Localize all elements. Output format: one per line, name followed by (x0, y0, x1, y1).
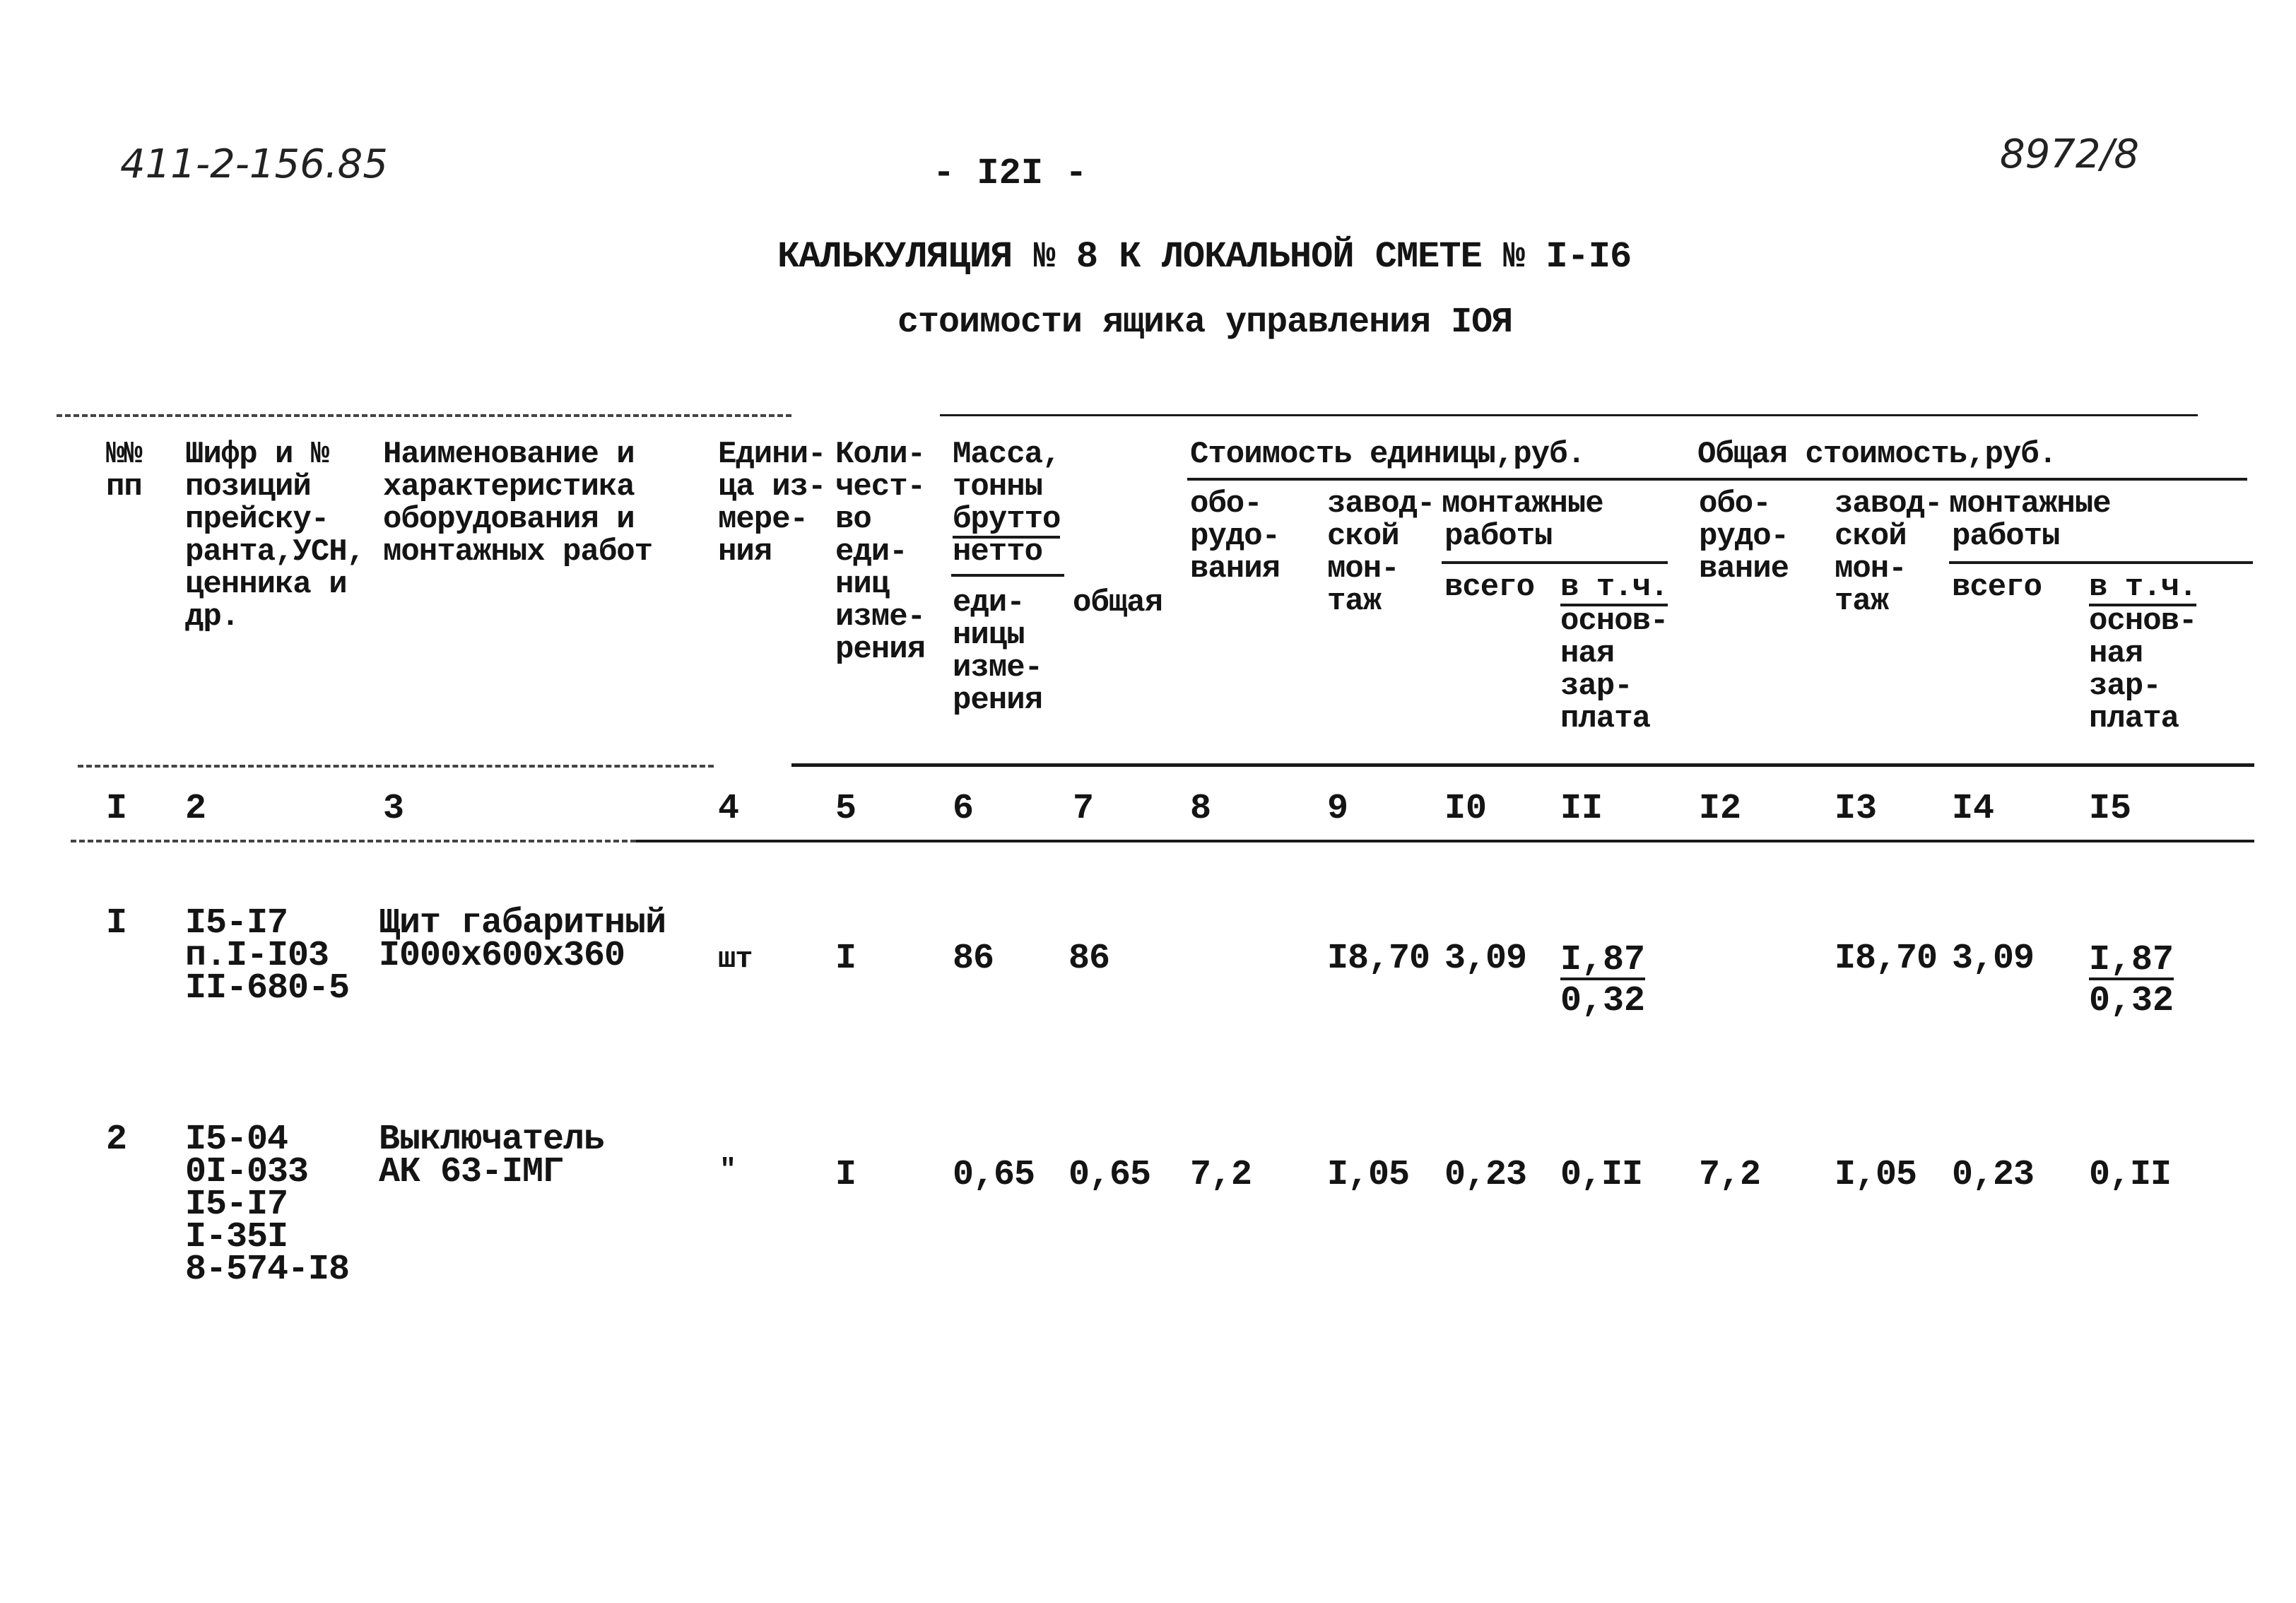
row1-unit: шт (718, 942, 753, 976)
colnum-12: I2 (1699, 789, 1742, 829)
row2-name: Выключатель АК 63-IМГ (379, 1120, 605, 1192)
colnum-2: 2 (185, 789, 207, 829)
unit-cost-rule (1187, 478, 1696, 481)
row1-zavod-total: I8,70 (1835, 939, 1938, 979)
colnum-5: 5 (835, 789, 857, 829)
raboty-total-rule (1949, 561, 2253, 564)
row2-vsego-total: 0,23 (1952, 1155, 2035, 1195)
row1-osn-unit-bottom: 0,32 (1560, 981, 1646, 1021)
header-bottom-rule-dashed (78, 765, 714, 768)
header-skoy-total: ской мон- таж (1835, 519, 1907, 619)
row1-vsego-total: 3,09 (1952, 939, 2035, 979)
row2-osn-total: 0,II (2089, 1155, 2172, 1195)
colnum-9: 9 (1327, 789, 1349, 829)
row1-osn-total-bottom: 0,32 (2089, 981, 2174, 1021)
mass-rule (951, 574, 1064, 577)
row2-equip-unit: 7,2 (1190, 1155, 1252, 1195)
header-total-cost: Общая стоимость,руб. (1697, 437, 2057, 472)
row2-equip-total: 7,2 (1699, 1155, 1761, 1195)
header-raboty-unit: работы (1444, 519, 1553, 554)
header-zavod-unit: завод- (1327, 486, 1435, 522)
header-raboty-total: работы (1952, 519, 2060, 554)
row2-zavod-unit: I,05 (1327, 1155, 1410, 1195)
table-top-rule-solid (940, 414, 2198, 416)
header-bottom-rule (791, 763, 2254, 767)
row1-num: I (106, 903, 127, 944)
row1-code: I5-I7 п.I-I03 II-680-5 (185, 903, 350, 1009)
document-code: 411-2-156.85 (120, 141, 388, 187)
header-mass: Масса, тонны (953, 437, 1061, 505)
row1-osn-total (2089, 940, 2174, 1022)
colnum-15: I5 (2089, 789, 2132, 829)
colnum-6: 6 (953, 789, 975, 829)
table-top-rule (57, 414, 791, 417)
header-osn-unit: основ- ная зар- плата (1560, 604, 1668, 736)
colnum-13: I3 (1835, 789, 1878, 829)
header-vtch-unit: в т.ч. (1560, 570, 1668, 605)
header-vtch-total: в т.ч. (2089, 570, 2197, 605)
header-vsego-total: всего (1952, 570, 2042, 605)
row2-num: 2 (106, 1120, 127, 1160)
row1-vsego-unit: 3,09 (1444, 939, 1527, 979)
row2-vsego-unit: 0,23 (1444, 1155, 1527, 1195)
header-equip-unit: обо- рудо- вания (1190, 486, 1281, 587)
total-cost-rule (1696, 478, 2247, 481)
row1-mass-unit: 86 (953, 939, 994, 979)
row2-zavod-total: I,05 (1835, 1155, 1917, 1195)
page-number: - I2I - (933, 153, 1088, 194)
header-qty: Коли- чест- во еди- ниц изме- рения (835, 437, 926, 667)
header-brutto: брутто (953, 502, 1061, 537)
colnum-10: I0 (1444, 789, 1488, 829)
row1-mass-total: 86 (1068, 939, 1110, 979)
raboty-unit-rule (1442, 561, 1668, 564)
header-skoy-unit: ской мон- таж (1327, 519, 1399, 619)
colnum-4: 4 (718, 789, 740, 829)
row2-mass-unit: 0,65 (953, 1155, 1035, 1195)
sheet-reference: 8972/8 (2000, 131, 2140, 177)
row1-name: Щит габаритный I000x600x360 (379, 903, 666, 976)
document-title: КАЛЬКУЛЯЦИЯ № 8 К ЛОКАЛЬНОЙ СМЕТЕ № I-I6 (777, 236, 1632, 278)
row1-qty: I (835, 939, 856, 979)
row1-osn-total-top: I,87 (2089, 940, 2174, 980)
colnum-11: II (1560, 789, 1603, 829)
document-subtitle: стоимости ящика управления IОЯ (897, 303, 1513, 343)
header-unit-cost: Стоимость единицы,руб. (1190, 437, 1585, 472)
header-vsego-unit: всего (1444, 570, 1535, 605)
header-code: Шифр и № позиций прейску- ранта,УСН, ценника и др. (185, 437, 365, 635)
row1-zavod-unit: I8,70 (1327, 939, 1430, 979)
header-mass-total: общая (1073, 585, 1163, 621)
header-num: №№ пп (106, 437, 142, 505)
row1-osn-unit-top: I,87 (1560, 940, 1646, 980)
header-zavod-total: завод- (1835, 486, 1943, 522)
row2-osn-unit: 0,II (1560, 1155, 1643, 1195)
header-montazh-unit: монтажные (1442, 486, 1603, 522)
row2-mass-total: 0,65 (1068, 1155, 1151, 1195)
colnum-7: 7 (1073, 789, 1095, 829)
header-name: Наименование и характеристика оборудования и монтажных работ (383, 437, 653, 570)
colnum-8: 8 (1190, 789, 1212, 829)
header-unit: Едини- ца из- мере- ния (718, 437, 826, 570)
header-equip-total: обо- рудо- вание (1699, 486, 1789, 587)
colnum-bottom-rule (636, 840, 2254, 842)
row2-code: I5-04 0I-033 I5-I7 I-35I 8-574-I8 (185, 1120, 350, 1290)
colnum-14: I4 (1952, 789, 1995, 829)
colnum-1: I (106, 789, 128, 829)
header-mass-unit: еди- ницы изме- рения (953, 585, 1043, 718)
header-montazh-total: монтажные (1949, 486, 2111, 522)
colnum-bottom-rule-dashed (71, 840, 636, 842)
row2-unit: " (719, 1155, 736, 1187)
colnum-3: 3 (383, 789, 405, 829)
row1-osn-unit (1560, 940, 1645, 1022)
row2-qty: I (835, 1155, 856, 1195)
header-netto: нетто (953, 534, 1043, 570)
header-osn-total: основ- ная зар- плата (2089, 604, 2197, 736)
